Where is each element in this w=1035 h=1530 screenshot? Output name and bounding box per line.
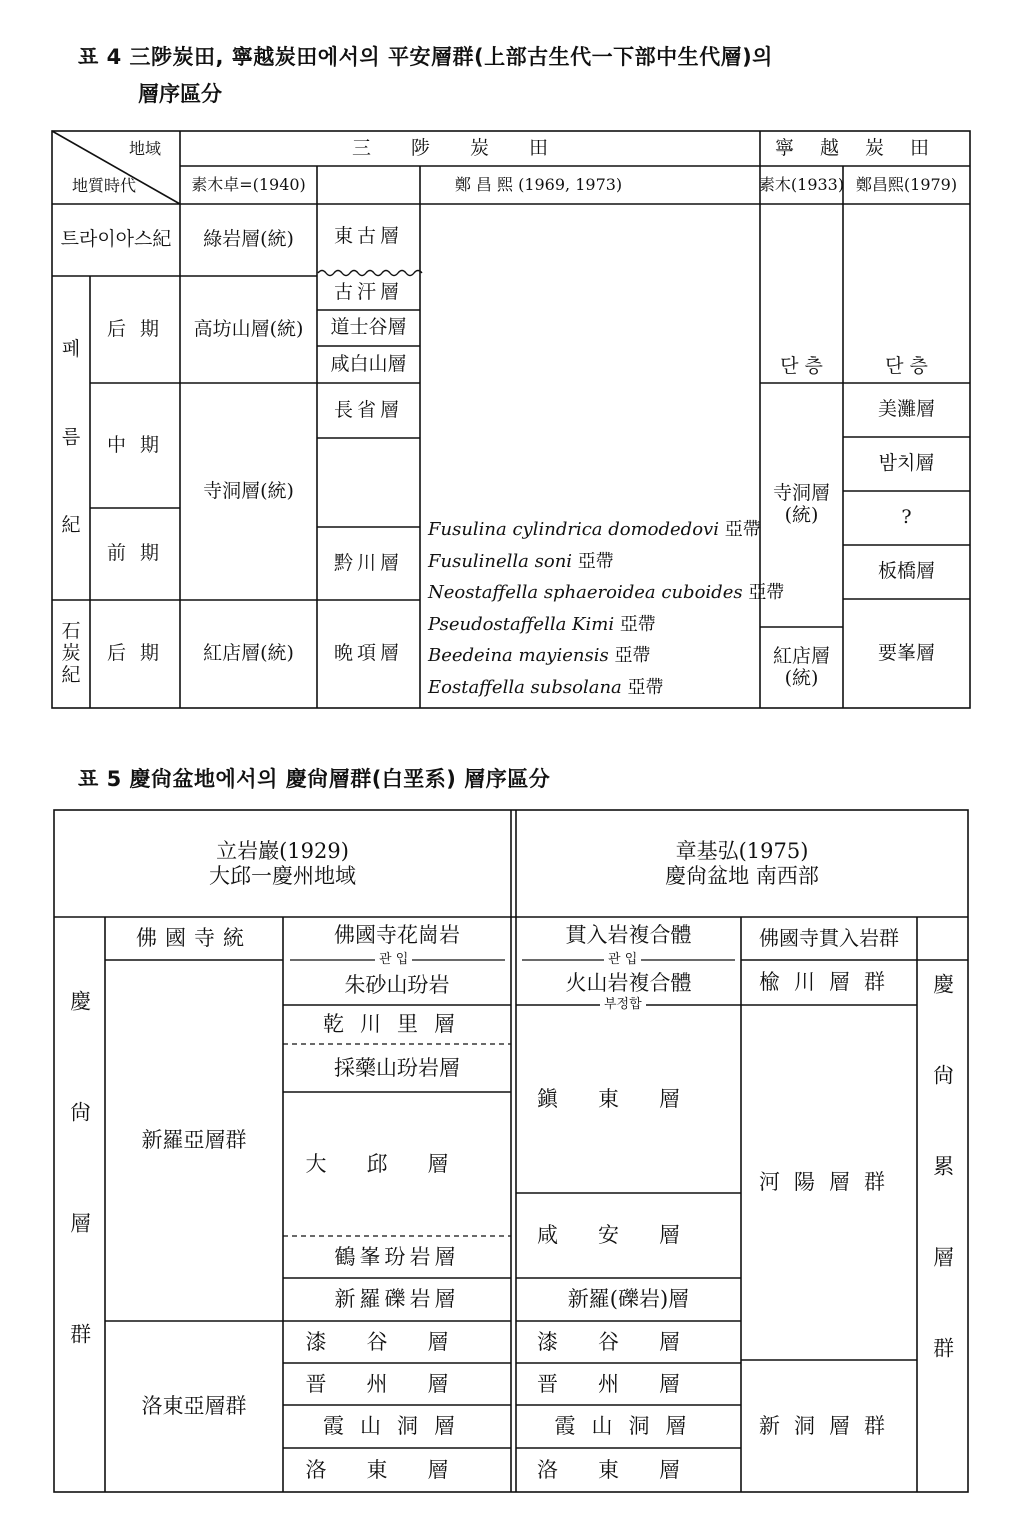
t5-l-jinju: 晋州層 — [305, 1371, 489, 1396]
jc-donggo: 東古層 — [333, 225, 403, 248]
t5-l-daegu: 大邱層 — [305, 1151, 489, 1176]
t5-m-intrusion-note: 관 입 — [604, 953, 641, 967]
yw2-mitan: 美灘層 — [877, 398, 935, 421]
zone-line: Neostaffella sphaeroidea cuboides 亞帶 — [428, 582, 785, 603]
yw2-question: ? — [901, 506, 912, 529]
t5-m-volcanic: 火山岩複合體 — [565, 970, 692, 995]
permian-char: 페 — [61, 338, 81, 361]
permian-char: 紀 — [61, 514, 81, 537]
jc-dosagok: 道士谷層 — [330, 316, 407, 339]
yw2-pangyo: 板橋層 — [877, 560, 935, 583]
middle-permian: 中 期 — [106, 433, 164, 456]
table4-caption-line2: 層序區分 — [138, 82, 222, 106]
header-src3: 素木(1933) — [758, 175, 845, 194]
t5-m-unconformity-note: 부정합 — [600, 998, 646, 1012]
t5-l-chaeyak: 採藥山玢岩層 — [334, 1055, 460, 1080]
fusulinid-zones — [428, 514, 784, 703]
t5-m-jinju: 晋州層 — [537, 1371, 720, 1396]
left-group-text: 慶尙層群 — [67, 990, 92, 1434]
header-src1: 素木卓=(1940) — [191, 175, 306, 194]
carboniferous-char: 炭 — [61, 642, 81, 665]
header-src4: 鄭昌熙(1979) — [855, 175, 958, 194]
jc-hambaek: 咸白山層 — [330, 352, 407, 375]
jc-jangseong: 長省層 — [333, 398, 403, 421]
permian-label — [52, 276, 90, 600]
t5-m-chilgok: 漆谷層 — [537, 1329, 720, 1354]
sr1-hongjeom: 紅店層(統) — [203, 642, 294, 665]
zone-line: Eostaffella subsolana 亞帶 — [428, 676, 664, 698]
table5-caption: 표 5 慶尙盆地에서의 慶尙層群(白垩系) 層序區分 — [78, 767, 551, 791]
t5-r-hayang: 河陽層群 — [759, 1170, 899, 1195]
header-region: 地域 — [128, 139, 161, 158]
t5-l-hasan: 霞山洞層 — [323, 1414, 471, 1439]
t5-right-group — [917, 960, 968, 1440]
t5-l-jusa: 朱砂山玢岩 — [344, 972, 450, 997]
t5-bulguksa-series: 佛國寺統 — [136, 926, 252, 951]
t5-r-sindong: 新洞層群 — [759, 1413, 899, 1438]
jc-geumcheon: 黔川層 — [333, 551, 403, 574]
t5-m-jindong: 鎭東層 — [537, 1086, 720, 1111]
t5-l-sillagravel: 新羅礫岩層 — [334, 1287, 460, 1312]
yw1-dancheung: 단 층 — [780, 354, 823, 377]
sr1-gobang: 高坊山層(統) — [193, 317, 304, 340]
yw2-yobong: 要峯層 — [877, 641, 935, 664]
permian-char: 름 — [61, 426, 81, 449]
right-group-text: 慶尙累層群 — [930, 972, 955, 1428]
header-src2: 鄭 昌 熙 (1969, 1973) — [454, 175, 623, 194]
t5-r-yucheon: 楡川層群 — [759, 970, 899, 995]
carboniferous-char: 石 — [61, 620, 81, 643]
header-yeongwol: 寧越炭田 — [774, 136, 955, 159]
carboniferous-label — [52, 600, 90, 708]
sr1-sadong: 寺洞層(統) — [203, 479, 294, 502]
carboniferous-char: 紀 — [61, 663, 81, 686]
t5-left-header: 立岩巖(1929) 大邱一慶州地域 — [209, 839, 356, 888]
late-carboniferous: 后 期 — [106, 642, 164, 665]
t5-l-hakbong: 鶴峯玢岩層 — [334, 1244, 460, 1269]
yw1-hongjeom: 紅店層 (統) — [772, 644, 830, 689]
t5-m-silla: 新羅(礫岩)層 — [567, 1287, 690, 1312]
t5-l-granite: 佛國寺花崗岩 — [334, 922, 460, 947]
t5-right-header: 章基弘(1975) 慶尙盆地 南西部 — [665, 839, 819, 888]
zone-line: Fusulina cylindrica domodedovi 亞帶 — [428, 519, 761, 540]
t5-m-hasan: 霞山洞層 — [554, 1414, 703, 1439]
yw1-sadong: 寺洞層 (統) — [772, 482, 830, 526]
zone-line: Beedeina mayiensis 亞帶 — [428, 645, 651, 666]
t5-nakdong-subgroup: 洛東亞層群 — [141, 1394, 247, 1419]
t5-m-haman: 咸安層 — [537, 1223, 720, 1248]
t5-l-intrusion-note: 관 입 — [375, 953, 412, 967]
yw2-dancheung: 단 층 — [885, 354, 928, 377]
triassic-label: 트라이아스紀 — [60, 228, 172, 251]
t5-r-bulguksa: 佛國寺貫入岩群 — [759, 926, 899, 950]
jc-manhang: 晩項層 — [333, 642, 403, 665]
t5-left-group — [54, 990, 105, 1434]
t5-l-chilgok: 漆谷層 — [305, 1329, 489, 1354]
header-period: 地質時代 — [71, 176, 136, 195]
t5-m-intrusive: 貫入岩複合體 — [565, 922, 692, 947]
t5-l-nakdong: 洛東層 — [305, 1457, 489, 1482]
yw2-bamchi: 밤치層 — [878, 452, 935, 475]
sr1-tri: 綠岩層(統) — [203, 228, 294, 251]
zone-line: Pseudostaffella Kimi 亞帶 — [428, 613, 656, 635]
zone-line: Fusulinella soni 亞帶 — [428, 550, 614, 572]
jc-gohan: 古汗層 — [333, 281, 403, 304]
t5-m-nakdong: 洛東層 — [537, 1457, 720, 1482]
table4-caption: 표 4 三陟炭田, 寧越炭田에서의 平安層群(上部古生代一下部中生代層)의 — [78, 45, 773, 69]
header-samcheok: 三陟炭田 — [351, 136, 588, 159]
t5-l-geoncheon: 乾川里層 — [323, 1012, 471, 1037]
early-permian: 前 期 — [106, 542, 164, 565]
t5-silla-subgroup: 新羅亞層群 — [141, 1128, 247, 1153]
late-permian: 后 期 — [106, 317, 164, 340]
